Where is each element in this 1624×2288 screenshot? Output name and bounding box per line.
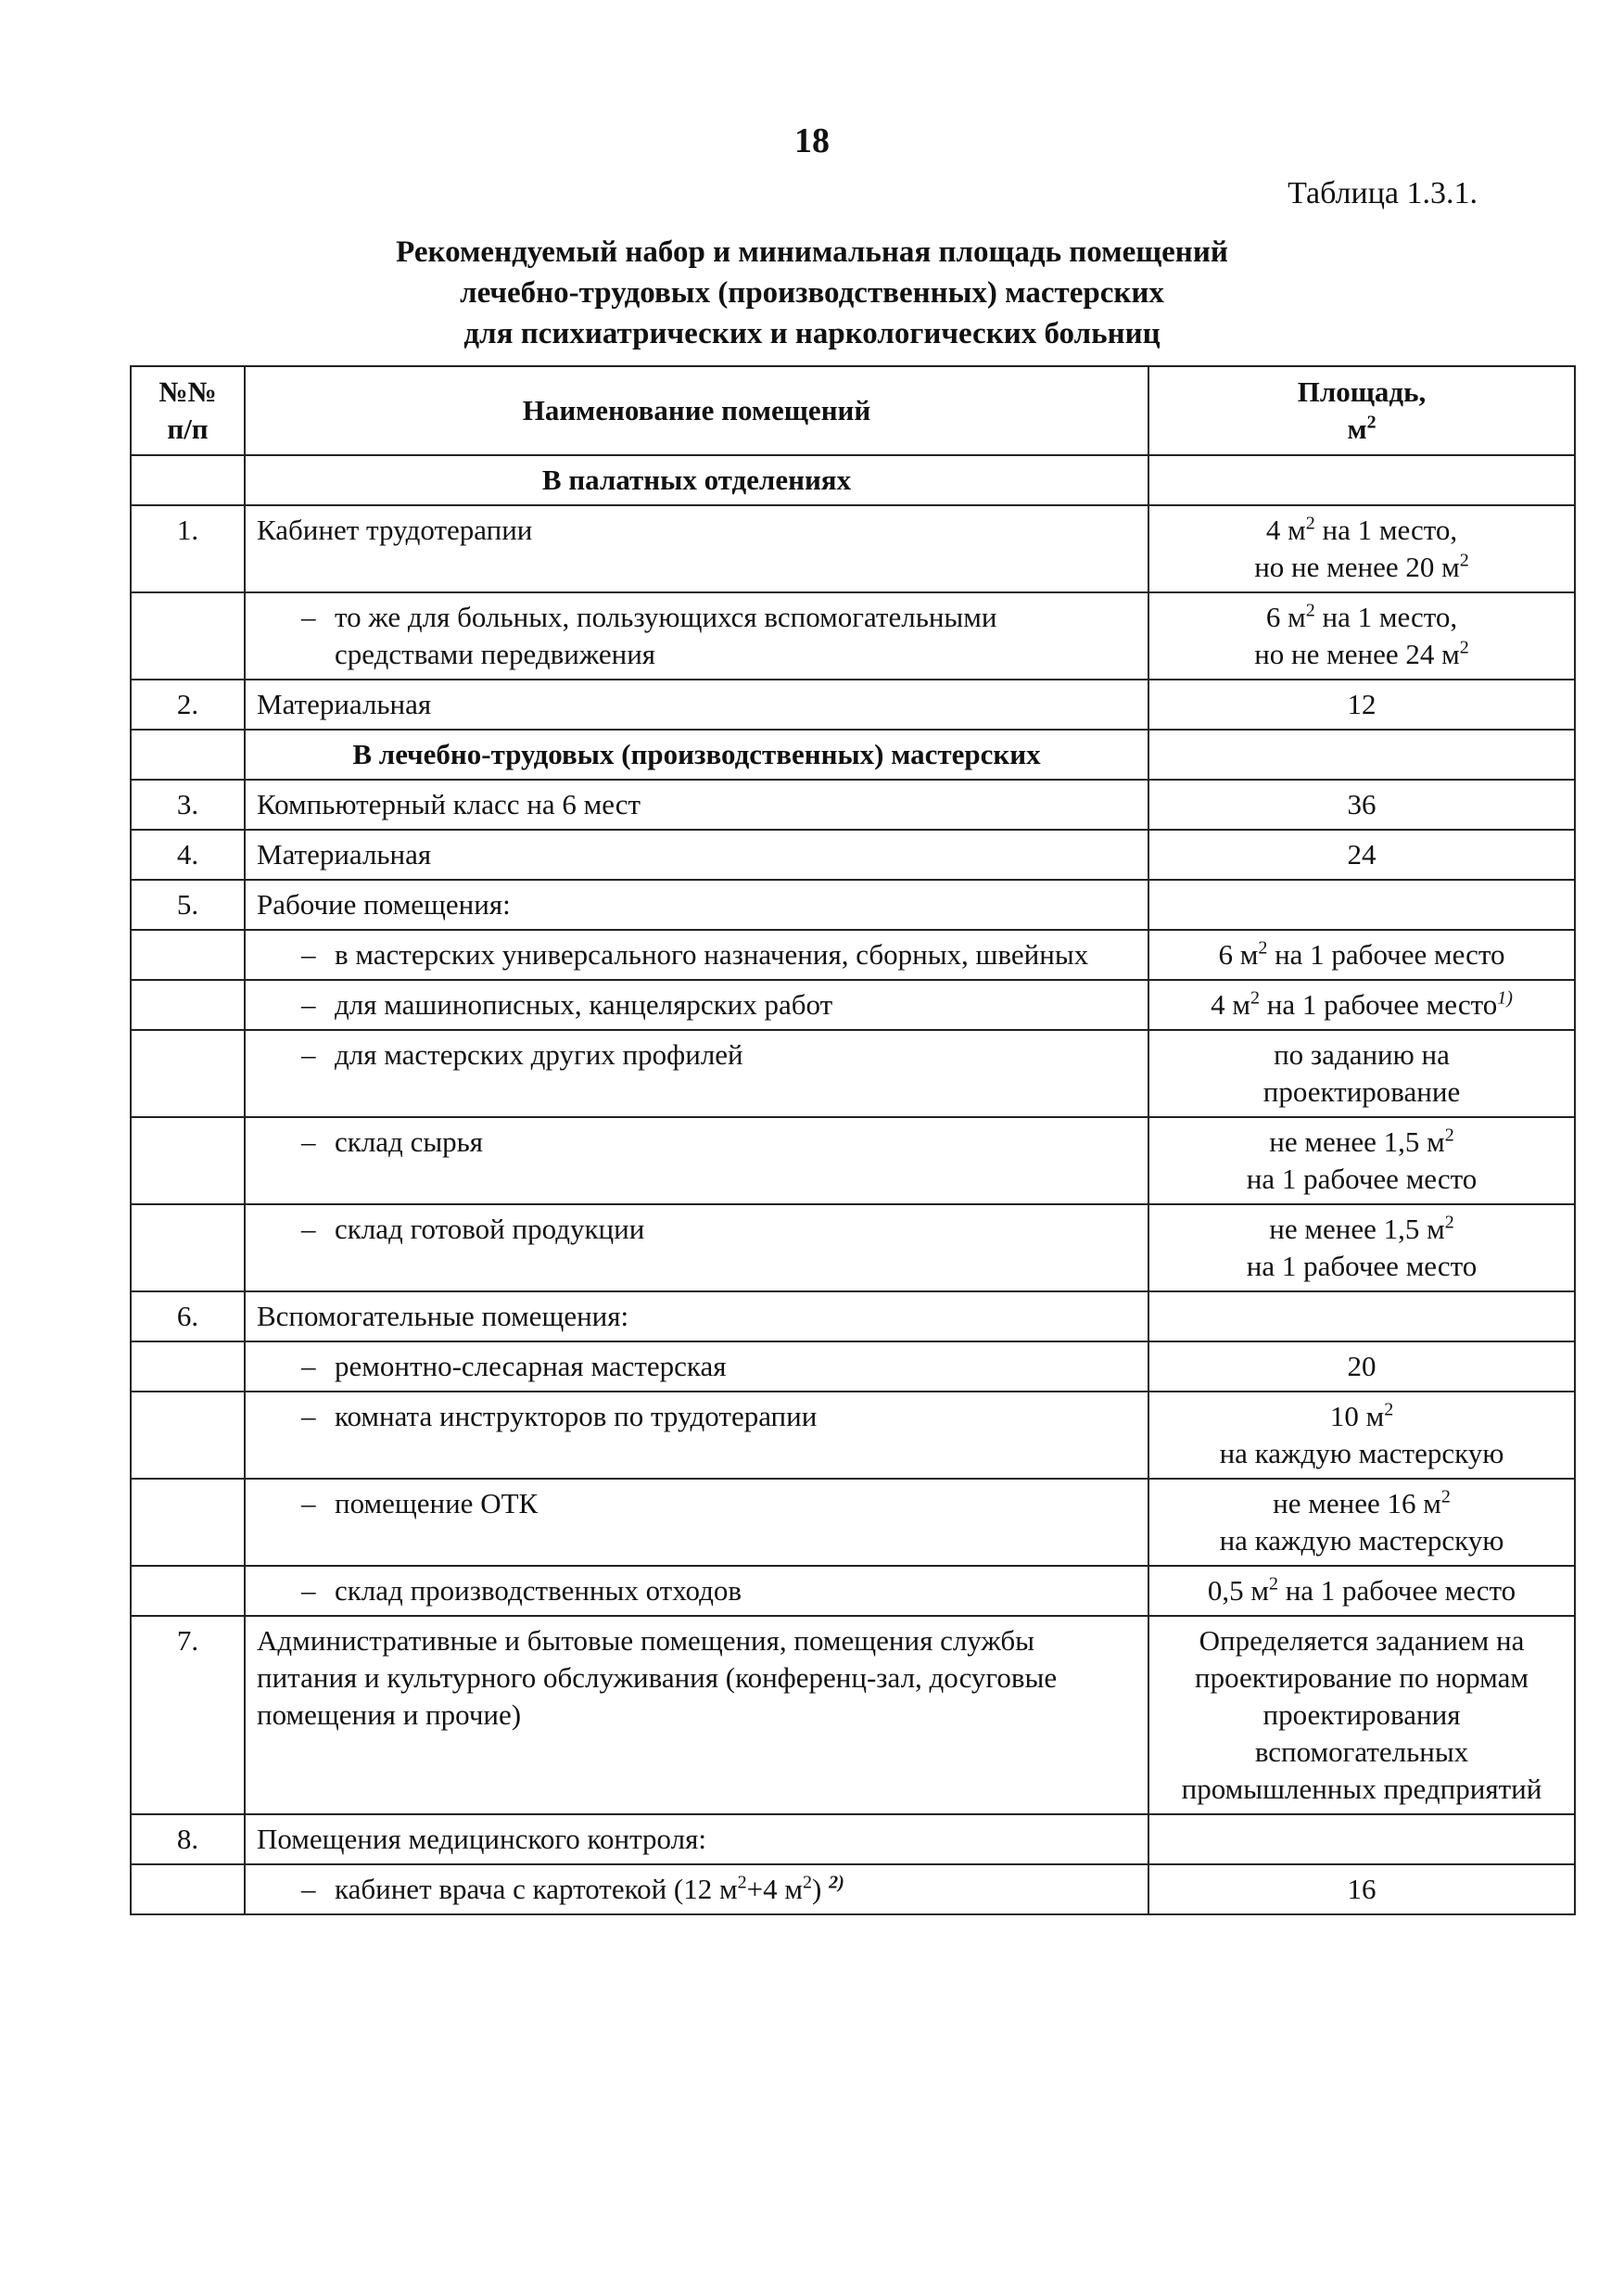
row-name-text: склад производственных отходов xyxy=(335,1574,742,1607)
row-area xyxy=(1148,1117,1575,1204)
row-area: Определяется заданием на проектирование по нормам проектирования вспомогательных промышленных предприятий xyxy=(1148,1616,1575,1814)
superscript: 2 xyxy=(1444,1212,1454,1233)
row-number: 2. xyxy=(131,680,245,730)
area-value: на 1 рабочее место xyxy=(1246,1163,1478,1195)
area-value: на 1 рабочее место xyxy=(1277,1574,1516,1607)
empty-cell xyxy=(131,1479,245,1566)
row-name: Материальная xyxy=(245,680,1148,730)
row-name xyxy=(245,1864,1148,1914)
row-name-text xyxy=(288,1871,1136,1908)
row-name-text: склад готовой продукции xyxy=(335,1213,645,1245)
footnote-marker: 1) xyxy=(1497,987,1513,1009)
table-row xyxy=(131,780,1575,830)
header-area xyxy=(1148,366,1575,455)
dash-marker: – xyxy=(301,1400,316,1432)
caption-line: Рекомендуемый набор и минимальная площадь помещений xyxy=(396,235,1228,269)
name-part: +4 м xyxy=(746,1873,803,1905)
area-value: но не менее 24 м xyxy=(1254,638,1460,670)
dash-marker: – xyxy=(301,1125,316,1158)
row-name-text: склад сырья xyxy=(335,1125,484,1158)
caption-line: для психиатрических и наркологических больниц xyxy=(463,317,1161,350)
area-value: но не менее 20 м xyxy=(1254,551,1460,583)
section-row xyxy=(131,455,1575,505)
table-row xyxy=(131,1864,1575,1914)
superscript: 2 xyxy=(1305,600,1315,621)
table-row xyxy=(131,592,1575,680)
header-number-line: п/п xyxy=(167,413,209,445)
table-row xyxy=(131,505,1575,592)
row-name-text: помещение ОТК xyxy=(335,1487,539,1519)
table-row xyxy=(131,1392,1575,1479)
row-name: Вспомогательные помещения: xyxy=(245,1291,1148,1341)
table-label: Таблица 1.3.1. xyxy=(1288,176,1478,210)
row-name-text: для мастерских других профилей xyxy=(335,1038,743,1071)
empty-cell xyxy=(1148,455,1575,505)
section-title: В палатных отделениях xyxy=(245,455,1148,505)
table-row xyxy=(131,830,1575,880)
table-row xyxy=(131,1479,1575,1566)
caption-line: лечебно-трудовых (производственных) мастерских xyxy=(460,276,1164,310)
row-name-text: в мастерских универсального назначения, сборных, швейных xyxy=(335,938,1089,971)
row-name: Рабочие помещения: xyxy=(245,880,1148,930)
table-row xyxy=(131,1030,1575,1117)
row-name: Административные и бытовые помещения, помещения службы питания и культурного обслуживания (конференц-зал, досуговые помещения и прочие) xyxy=(245,1616,1148,1814)
row-name xyxy=(245,1204,1148,1291)
row-area xyxy=(1148,930,1575,980)
header-area-line: Площадь, xyxy=(1297,375,1427,408)
row-name-text: комната инструкторов по трудотерапии xyxy=(335,1400,818,1432)
row-name-text: для машинописных, канцелярских работ xyxy=(335,988,833,1021)
empty-cell xyxy=(1148,730,1575,780)
footnote-marker: 2) xyxy=(829,1872,844,1893)
table-row xyxy=(131,1566,1575,1616)
dash-marker: – xyxy=(301,1350,316,1382)
row-name: Материальная xyxy=(245,830,1148,880)
table-row xyxy=(131,980,1575,1030)
empty-cell xyxy=(131,1117,245,1204)
dash-marker: – xyxy=(301,1873,316,1905)
row-area xyxy=(1148,980,1575,1030)
area-value: 6 м xyxy=(1265,601,1306,633)
area-value: 0,5 м xyxy=(1207,1574,1269,1607)
superscript: 2 xyxy=(1459,550,1469,571)
empty-cell xyxy=(131,1392,245,1479)
area-value: не менее 1,5 м xyxy=(1269,1213,1445,1245)
superscript: 2 xyxy=(1268,1573,1278,1595)
row-number: 5. xyxy=(131,880,245,930)
superscript: 2 xyxy=(802,1872,812,1893)
row-name: Помещения медицинского контроля: xyxy=(245,1814,1148,1864)
row-name xyxy=(245,1030,1148,1117)
row-area xyxy=(1148,1566,1575,1616)
empty-cell xyxy=(131,1030,245,1117)
area-value: 4 м xyxy=(1265,514,1306,546)
row-area: 12 xyxy=(1148,680,1575,730)
row-name xyxy=(245,1392,1148,1479)
row-name xyxy=(245,1341,1148,1392)
empty-cell xyxy=(1148,1291,1575,1341)
row-area: 24 xyxy=(1148,830,1575,880)
empty-cell xyxy=(131,930,245,980)
row-area: по заданию на проектирование xyxy=(1148,1030,1575,1117)
row-name: Кабинет трудотерапии xyxy=(245,505,1148,592)
area-value: на каждую мастерскую xyxy=(1219,1437,1504,1469)
area-value: на 1 рабочее место xyxy=(1267,938,1505,971)
dash-marker: – xyxy=(301,1213,316,1245)
table-row xyxy=(131,1117,1575,1204)
row-name: Компьютерный класс на 6 мест xyxy=(245,780,1148,830)
table-row xyxy=(131,680,1575,730)
row-name xyxy=(245,930,1148,980)
row-number: 7. xyxy=(131,1616,245,1814)
table-row xyxy=(131,880,1575,930)
area-value: не менее 1,5 м xyxy=(1269,1125,1445,1158)
dash-marker: – xyxy=(301,938,316,971)
table-row xyxy=(131,1814,1575,1864)
empty-cell xyxy=(131,1566,245,1616)
area-value: на 1 рабочее место xyxy=(1246,1250,1478,1282)
empty-cell xyxy=(131,1864,245,1914)
area-value: на 1 место, xyxy=(1314,514,1458,546)
area-value: на 1 рабочее место xyxy=(1259,988,1498,1021)
superscript: 2 xyxy=(1444,1125,1454,1146)
dash-marker: – xyxy=(301,1574,316,1607)
table-row xyxy=(131,1341,1575,1392)
row-name-text: ремонтно-слесарная мастерская xyxy=(335,1350,727,1382)
row-number: 3. xyxy=(131,780,245,830)
dash-marker: – xyxy=(301,1487,316,1519)
row-number: 8. xyxy=(131,1814,245,1864)
area-value: не менее 16 м xyxy=(1273,1487,1441,1519)
table-row xyxy=(131,1204,1575,1291)
row-name xyxy=(245,980,1148,1030)
superscript: 2 xyxy=(737,1872,747,1893)
table-caption xyxy=(0,232,1624,354)
page-number: 18 xyxy=(794,121,830,160)
row-area xyxy=(1148,505,1575,592)
empty-cell xyxy=(1148,1814,1575,1864)
table-row xyxy=(131,1291,1575,1341)
table-row xyxy=(131,1616,1575,1814)
table-row xyxy=(131,930,1575,980)
dash-marker: – xyxy=(301,988,316,1021)
name-part: ) xyxy=(811,1873,822,1905)
row-number: 1. xyxy=(131,505,245,592)
row-name xyxy=(245,592,1148,680)
area-value: на каждую мастерскую xyxy=(1219,1524,1504,1557)
row-area xyxy=(1148,1479,1575,1566)
header-number xyxy=(131,366,245,455)
area-value: на 1 место, xyxy=(1314,601,1458,633)
row-area: 16 xyxy=(1148,1864,1575,1914)
superscript: 2 xyxy=(1305,513,1315,534)
header-area-unit: м xyxy=(1347,413,1367,445)
row-area: 36 xyxy=(1148,780,1575,830)
superscript: 2 xyxy=(1366,412,1377,433)
superscript: 2 xyxy=(1258,937,1268,959)
empty-cell xyxy=(131,592,245,680)
empty-cell xyxy=(131,980,245,1030)
superscript: 2 xyxy=(1459,637,1469,658)
dash-marker: – xyxy=(301,1038,316,1071)
empty-cell xyxy=(131,730,245,780)
row-area xyxy=(1148,1204,1575,1291)
row-name-text: то же для больных, пользующихся вспомогательными средствами передвижения xyxy=(335,601,997,670)
section-row xyxy=(131,730,1575,780)
row-area: 20 xyxy=(1148,1341,1575,1392)
row-name xyxy=(245,1117,1148,1204)
superscript: 2 xyxy=(1440,1486,1451,1507)
empty-cell xyxy=(131,455,245,505)
superscript: 2 xyxy=(1384,1399,1394,1420)
header-name: Наименование помещений xyxy=(245,366,1148,455)
row-number: 6. xyxy=(131,1291,245,1341)
area-value: 10 м xyxy=(1329,1400,1385,1432)
area-value: 4 м xyxy=(1211,988,1250,1021)
dash-marker: – xyxy=(301,601,316,633)
empty-cell xyxy=(131,1341,245,1392)
empty-cell xyxy=(1148,880,1575,930)
superscript: 2 xyxy=(1250,987,1260,1009)
row-area xyxy=(1148,592,1575,680)
empty-cell xyxy=(131,1204,245,1291)
header-number-line: №№ xyxy=(159,375,217,408)
area-value: 6 м xyxy=(1218,938,1259,971)
rooms-table xyxy=(130,365,1576,1915)
section-title: В лечебно-трудовых (производственных) мастерских xyxy=(245,730,1148,780)
row-name xyxy=(245,1479,1148,1566)
table-header-row xyxy=(131,366,1575,455)
name-part: кабинет врача с картотекой (12 м xyxy=(335,1873,738,1905)
row-area xyxy=(1148,1392,1575,1479)
row-number: 4. xyxy=(131,830,245,880)
row-name xyxy=(245,1566,1148,1616)
